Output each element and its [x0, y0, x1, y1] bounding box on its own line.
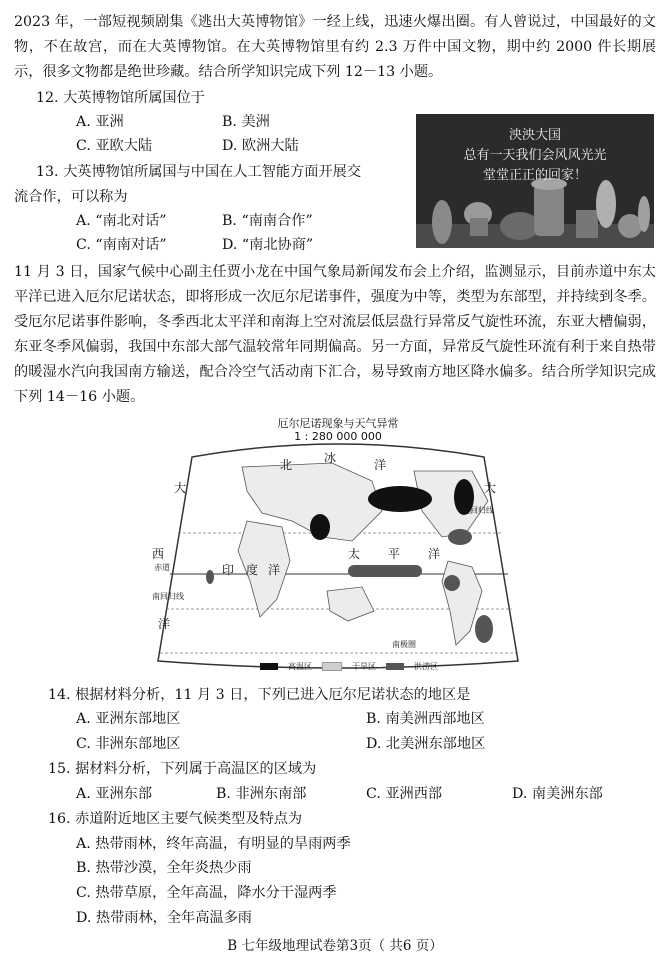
- q15-option-b: B. 非洲东南部: [216, 786, 307, 802]
- q13-option-c: C. “南南对话”: [76, 237, 167, 253]
- legend-dry: 干旱区: [352, 662, 376, 671]
- q14-option-c: C. 非洲东部地区: [76, 736, 181, 752]
- legend-hot: 高温区: [288, 662, 312, 671]
- q14-option-d: D. 北美洲东部地区: [366, 736, 486, 752]
- page-footer: B 七年级地理试卷第3页（ 共6 页）: [227, 938, 443, 954]
- question-12-stem: 12. 大英博物馆所属国位于: [36, 90, 205, 106]
- map-label-tropic-cancer: 北回归线: [462, 506, 494, 515]
- map-label-bei: 北: [280, 458, 293, 472]
- map-label-yang2: 洋: [268, 563, 281, 577]
- q15-option-a: A. 亚洲东部: [76, 786, 153, 802]
- passage-intro-museum: 2023 年，一部短视频剧集《逃出大英博物馆》一经上线，迅速火爆出圈。有人曾说过，中国最好的文物，不在故宫，而在大英博物馆。在大英博物馆里有约 2.3 万件中国文物，期中约 2000 件长期展示，很多文物都是绝世珍藏。结合所学知识完成下列 12－13 小题。: [14, 14, 656, 80]
- map-label-da-right: 大: [484, 481, 497, 495]
- question-14-stem: 14. 根据材料分析，11 月 3 日，下列已进入厄尔尼诺状态的地区是: [48, 687, 471, 703]
- q12-option-d: D. 欧洲大陆: [222, 138, 299, 154]
- legend-swatch-hot: [260, 663, 278, 670]
- el-nino-map: [152, 415, 524, 673]
- legend-flood: 洪涝区: [414, 662, 438, 671]
- q12-option-a: A. 亚洲: [76, 114, 124, 130]
- map-label-ping: 平: [388, 547, 401, 561]
- question-16-stem: 16. 赤道附近地区主要气候类型及特点为: [48, 811, 303, 827]
- map-label-tai: 太: [348, 547, 361, 561]
- q16-option-a: A. 热带雨林，终年高温，有明显的旱雨两季: [76, 836, 351, 852]
- q16-option-c: C. 热带草原，全年高温，降水分干湿两季: [76, 885, 337, 901]
- map-scale: 1 : 280 000 000: [294, 430, 382, 443]
- photo-caption-line1: 泱泱大国: [508, 128, 561, 143]
- question-13-stem-line2: 流合作，可以称为: [14, 189, 128, 205]
- legend-swatch-flood: [386, 663, 404, 670]
- q13-option-a: A. “南北对话”: [76, 213, 167, 229]
- map-label-antarctic-circle: 南极圈: [392, 640, 416, 649]
- map-label-xi: 西: [152, 547, 165, 561]
- museum-artifacts-photo: [416, 114, 654, 248]
- map-label-tropic-capricorn: 南回归线: [152, 592, 184, 601]
- photo-caption-line3: 堂堂正正的回家！: [482, 168, 587, 183]
- q16-option-b: B. 热带沙漠，全年炎热少雨: [76, 860, 252, 876]
- q12-option-b: B. 美洲: [222, 114, 270, 130]
- question-15-stem: 15. 据材料分析，下列属于高温区的区域为: [48, 761, 317, 777]
- q16-option-d: D. 热带雨林，全年高温多雨: [76, 910, 252, 926]
- legend-swatch-dry: [322, 662, 342, 671]
- photo-caption-line2: 总有一天我们会风风光光: [463, 148, 607, 163]
- q15-option-d: D. 南美洲东部: [512, 786, 603, 802]
- map-label-bing: 冰: [324, 451, 337, 465]
- map-legend: [260, 661, 438, 672]
- passage-el-nino: 11 月 3 日，国家气候中心副主任贾小龙在中国气象局新闻发布会上介绍，监测显示，目前赤道中东太平洋已进入厄尔尼诺状态，即将形成一次厄尔尼诺事件，强度为中等，类型为东部型，并持续到冬季。受厄尔尼诺事件影响，冬季西北太平洋和南海上空对流层低层盘行异常反气旋性环流，东亚大槽偏弱，东亚冬季风偏弱，我国中东部大部气温较常年同期偏高。另一方面，异常反气旋性环流有利于来自热带的暖湿水汽向我国南方输送，配合冷空气活动南下汇合，易导致南方地区降水偏多。结合所学知识完成下列 14－16 小题。: [14, 264, 656, 405]
- q14-option-a: A. 亚洲东部地区: [76, 711, 181, 727]
- map-label-equator: 赤道: [154, 563, 170, 572]
- q13-option-b: B. “南南合作”: [222, 213, 313, 229]
- map-label-yang4: 洋: [158, 617, 171, 631]
- map-label-yin: 印: [222, 563, 235, 577]
- map-label-yang1: 洋: [374, 458, 387, 472]
- q14-option-b: B. 南美洲西部地区: [366, 711, 485, 727]
- map-title: 厄尔尼诺现象与天气异常: [277, 417, 399, 430]
- q12-option-c: C. 亚欧大陆: [76, 138, 153, 154]
- q13-option-d: D. “南北协商”: [222, 237, 314, 253]
- q15-option-c: C. 亚洲西部: [366, 786, 443, 802]
- map-label-yang3: 洋: [428, 547, 441, 561]
- question-13-stem-line1: 13. 大英博物馆所属国与中国在人工智能方面开展交: [36, 164, 362, 180]
- map-label-du: 度: [246, 563, 259, 577]
- map-label-da-left: 大: [174, 481, 187, 495]
